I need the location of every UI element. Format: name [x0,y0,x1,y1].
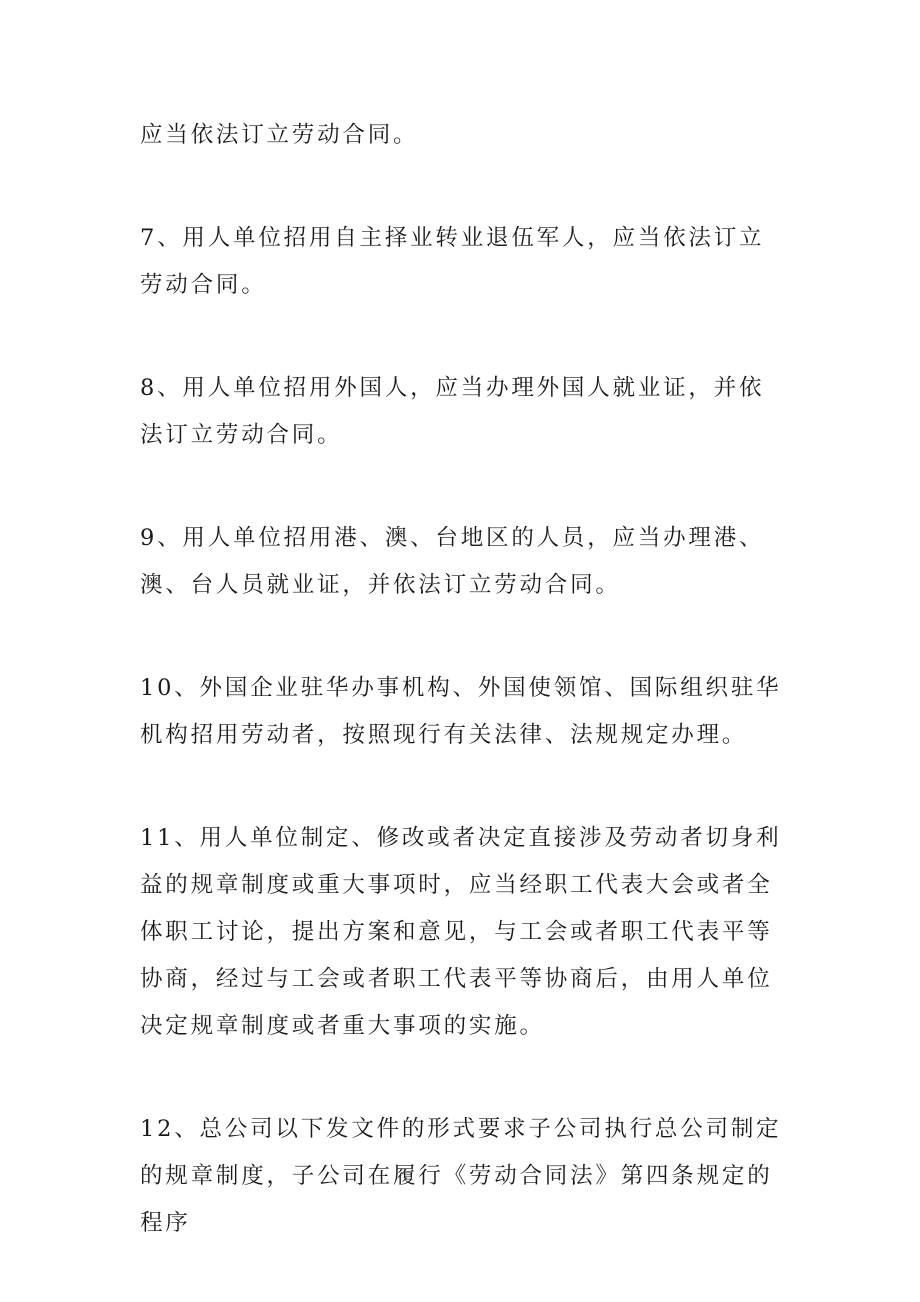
paragraph-item-11: 11、用人单位制定、修改或者决定直接涉及劳动者切身利益的规章制度或重大事项时，应当经职工代表大会或者全体职工讨论，提出方案和意见，与工会或者职工代表平等协商，经过与工会或者职工代表平等协商后，由用人单位决定规章制度或者重大事项的实施。 [140,825,782,1039]
paragraph-item-10: 10、外国企业驻华办事机构、外国使领馆、国际组织驻华机构招用劳动者，按照现行有关法律、法规规定办理。 [140,675,782,748]
paragraph-item-8: 8、用人单位招用外国人，应当办理外国人就业证，并依法订立劳动合同。 [140,375,765,448]
document-page [140,112,785,1247]
paragraph-item-7: 7、用人单位招用自主择业转业退伍军人，应当依法订立劳动合同。 [140,225,765,298]
paragraph-continuation: 应当依法订立劳动合同。 [140,122,419,148]
paragraph-item-12: 12、总公司以下发文件的形式要求子公司执行总公司制定的规章制度，子公司在履行《劳动合同法》第四条规定的程序 [140,1116,782,1236]
paragraph-item-9: 9、用人单位招用港、澳、台地区的人员，应当办理港、澳、台人员就业证，并依法订立劳动合同。 [140,525,765,598]
